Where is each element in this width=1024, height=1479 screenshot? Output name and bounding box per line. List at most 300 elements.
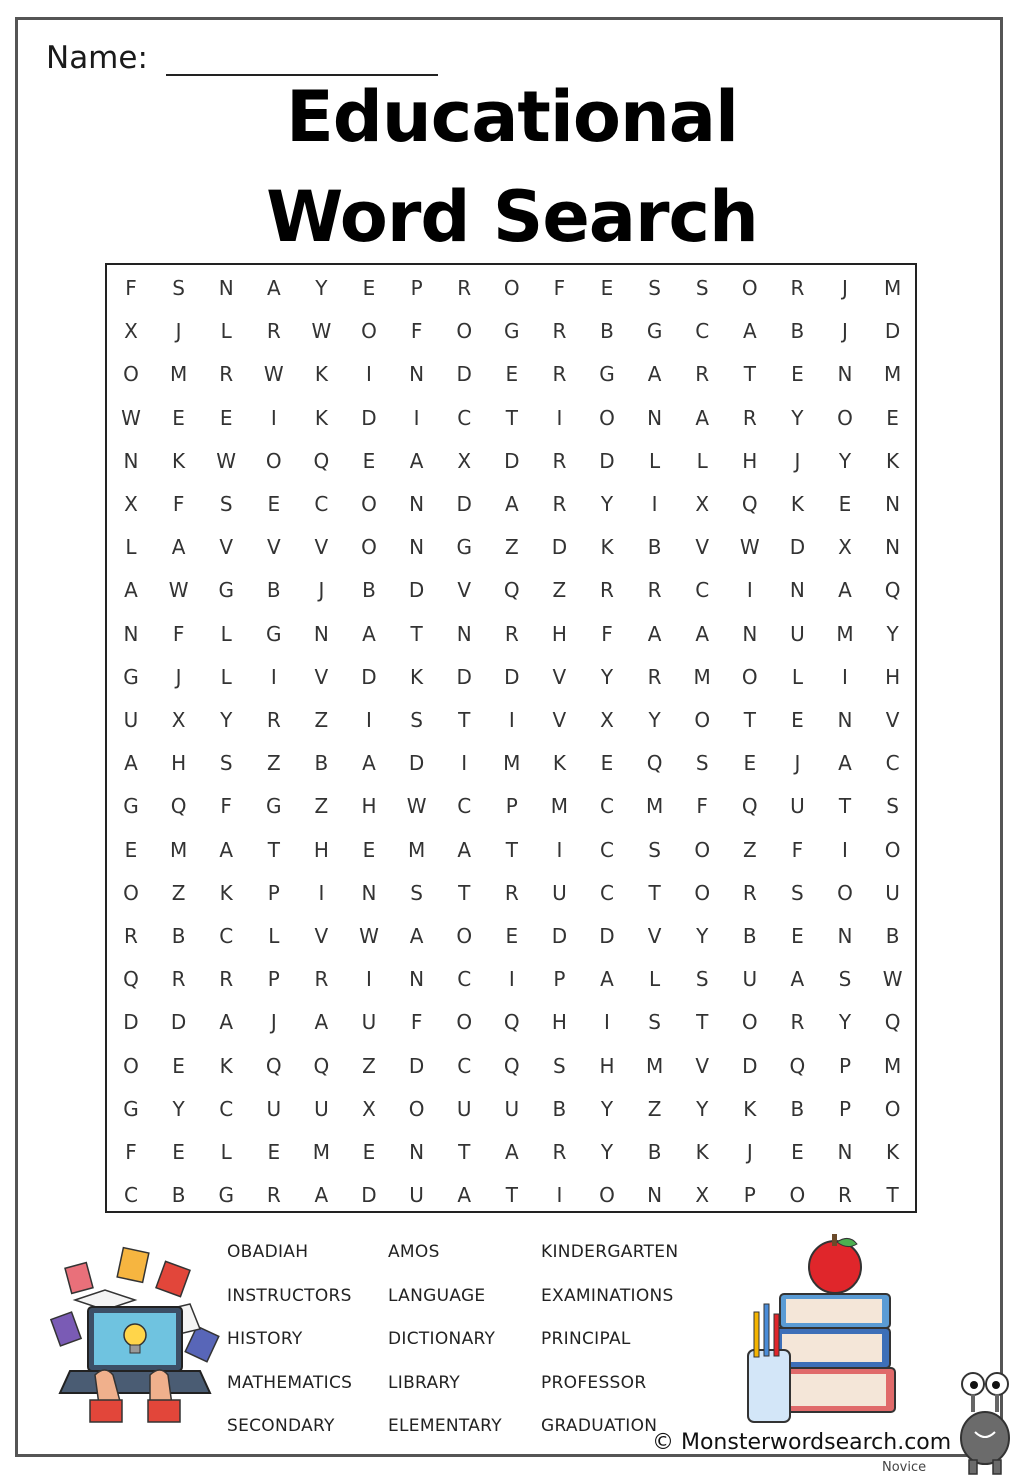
grid-letter[interactable]: V: [695, 1053, 710, 1078]
grid-letter[interactable]: O: [741, 276, 758, 300]
grid-letter[interactable]: S: [410, 708, 423, 732]
grid-letter[interactable]: X: [124, 492, 138, 516]
grid-letter[interactable]: E: [362, 1140, 376, 1164]
grid-letter[interactable]: E: [267, 1140, 281, 1164]
grid-letter[interactable]: B: [647, 535, 662, 560]
grid-letter[interactable]: R: [838, 1183, 852, 1208]
grid-letter[interactable]: E: [172, 1140, 185, 1164]
grid-letter[interactable]: P: [838, 1096, 852, 1121]
grid-letter[interactable]: S: [695, 751, 709, 776]
grid-letter[interactable]: Y: [838, 1010, 852, 1035]
grid-letter[interactable]: W: [263, 362, 284, 387]
grid-letter[interactable]: M: [645, 794, 664, 819]
grid-letter[interactable]: A: [219, 1010, 234, 1035]
grid-letter[interactable]: B: [362, 578, 376, 603]
grid-letter[interactable]: R: [790, 1010, 805, 1035]
grid-letter[interactable]: N: [837, 362, 853, 387]
grid-letter[interactable]: M: [169, 362, 188, 387]
grid-letter[interactable]: G: [266, 794, 282, 819]
grid-letter[interactable]: B: [552, 1096, 567, 1121]
grid-letter[interactable]: U: [361, 1010, 377, 1035]
grid-letter[interactable]: Q: [646, 751, 663, 776]
grid-letter[interactable]: I: [413, 405, 420, 430]
grid-letter[interactable]: A: [504, 1140, 519, 1164]
grid-letter[interactable]: J: [175, 319, 182, 344]
grid-letter[interactable]: N: [123, 621, 139, 646]
grid-letter[interactable]: Q: [884, 1010, 901, 1035]
grid-letter[interactable]: O: [694, 708, 711, 732]
grid-letter[interactable]: F: [125, 276, 137, 300]
grid-letter[interactable]: V: [219, 535, 234, 560]
grid-letter[interactable]: V: [314, 535, 329, 560]
grid-letter[interactable]: S: [648, 837, 661, 862]
grid-letter[interactable]: R: [219, 362, 234, 387]
grid-letter[interactable]: R: [314, 967, 329, 992]
grid-letter[interactable]: M: [836, 621, 854, 646]
grid-letter[interactable]: G: [266, 621, 282, 646]
grid-letter[interactable]: R: [552, 362, 567, 387]
grid-letter[interactable]: D: [170, 1010, 187, 1035]
grid-letter[interactable]: Q: [313, 448, 330, 473]
grid-letter[interactable]: R: [552, 492, 567, 516]
grid-letter[interactable]: M: [883, 1053, 902, 1078]
grid-letter[interactable]: I: [604, 1010, 610, 1035]
grid-letter[interactable]: O: [599, 1183, 615, 1208]
grid-letter[interactable]: E: [219, 405, 233, 430]
grid-letter[interactable]: R: [504, 880, 519, 905]
grid-letter[interactable]: F: [172, 492, 185, 516]
grid-letter[interactable]: E: [362, 448, 376, 473]
grid-letter[interactable]: V: [314, 664, 329, 689]
grid-letter[interactable]: D: [456, 492, 472, 516]
grid-letter[interactable]: I: [746, 578, 753, 603]
grid-letter[interactable]: U: [456, 1096, 472, 1121]
grid-letter[interactable]: E: [838, 492, 852, 516]
grid-letter[interactable]: I: [556, 837, 563, 862]
grid-letter[interactable]: Y: [791, 405, 804, 430]
grid-letter[interactable]: O: [408, 1096, 425, 1121]
grid-letter[interactable]: C: [457, 794, 472, 819]
grid-letter[interactable]: C: [600, 880, 614, 905]
grid-letter[interactable]: K: [172, 448, 186, 473]
grid-letter[interactable]: N: [409, 535, 425, 560]
grid-letter[interactable]: T: [410, 621, 423, 646]
grid-letter[interactable]: L: [649, 967, 661, 992]
grid-letter[interactable]: L: [125, 535, 137, 560]
grid-letter[interactable]: E: [505, 924, 519, 948]
grid-letter[interactable]: V: [552, 708, 567, 732]
grid-letter[interactable]: R: [742, 405, 757, 430]
grid-letter[interactable]: M: [693, 664, 711, 689]
grid-letter[interactable]: U: [885, 880, 900, 905]
grid-letter[interactable]: D: [551, 535, 568, 560]
grid-letter[interactable]: T: [458, 1140, 471, 1164]
grid-letter[interactable]: C: [600, 837, 614, 862]
grid-letter[interactable]: J: [270, 1010, 277, 1035]
grid-letter[interactable]: B: [171, 924, 186, 948]
grid-letter[interactable]: X: [838, 535, 852, 560]
grid-letter[interactable]: E: [172, 405, 185, 430]
grid-letter[interactable]: J: [842, 319, 848, 344]
grid-letter[interactable]: A: [171, 535, 186, 560]
grid-letter[interactable]: J: [746, 1140, 753, 1164]
grid-letter[interactable]: W: [882, 967, 903, 992]
grid-letter[interactable]: B: [266, 578, 281, 603]
grid-letter[interactable]: D: [408, 1053, 425, 1078]
grid-letter[interactable]: E: [791, 708, 804, 732]
grid-letter[interactable]: K: [314, 362, 328, 387]
grid-letter[interactable]: K: [790, 492, 804, 516]
grid-letter[interactable]: K: [886, 1140, 900, 1164]
grid-letter[interactable]: J: [318, 578, 325, 603]
grid-letter[interactable]: D: [361, 664, 377, 689]
grid-letter[interactable]: P: [410, 276, 423, 300]
grid-letter[interactable]: O: [456, 1010, 473, 1035]
grid-letter[interactable]: U: [314, 1096, 329, 1121]
grid-letter[interactable]: Y: [600, 1096, 614, 1121]
grid-letter[interactable]: K: [552, 751, 566, 776]
grid-letter[interactable]: M: [503, 751, 521, 776]
grid-letter[interactable]: I: [318, 880, 325, 905]
grid-letter[interactable]: Y: [886, 621, 899, 646]
grid-letter[interactable]: P: [505, 794, 518, 819]
grid-letter[interactable]: H: [551, 621, 567, 646]
grid-letter[interactable]: A: [695, 621, 710, 646]
grid-letter[interactable]: O: [123, 362, 139, 387]
grid-letter[interactable]: M: [312, 1140, 331, 1164]
grid-letter[interactable]: T: [458, 708, 471, 732]
grid-letter[interactable]: N: [456, 621, 472, 646]
grid-letter[interactable]: Q: [313, 1053, 330, 1078]
grid-letter[interactable]: F: [410, 1010, 423, 1035]
grid-letter[interactable]: F: [696, 794, 708, 819]
grid-letter[interactable]: N: [647, 1183, 663, 1208]
grid-letter[interactable]: O: [837, 405, 853, 430]
grid-letter[interactable]: R: [457, 276, 472, 300]
grid-letter[interactable]: K: [743, 1096, 757, 1121]
grid-letter[interactable]: Z: [266, 751, 281, 776]
grid-letter[interactable]: O: [123, 1053, 139, 1078]
grid-letter[interactable]: D: [123, 1010, 139, 1035]
grid-letter[interactable]: Y: [220, 708, 233, 732]
grid-letter[interactable]: U: [790, 621, 805, 646]
grid-letter[interactable]: H: [599, 1053, 615, 1078]
grid-letter[interactable]: M: [169, 837, 188, 862]
grid-letter[interactable]: L: [268, 924, 280, 948]
grid-letter[interactable]: B: [647, 1140, 662, 1164]
grid-letter[interactable]: K: [410, 664, 424, 689]
grid-letter[interactable]: R: [219, 967, 234, 992]
grid-letter[interactable]: S: [791, 880, 804, 905]
grid-letter[interactable]: O: [361, 319, 377, 344]
grid-letter[interactable]: O: [694, 880, 711, 905]
grid-letter[interactable]: W: [121, 405, 141, 430]
grid-letter[interactable]: N: [837, 924, 853, 948]
grid-letter[interactable]: C: [124, 1183, 138, 1208]
grid-letter[interactable]: S: [838, 967, 852, 992]
grid-letter[interactable]: S: [695, 276, 709, 300]
grid-letter[interactable]: R: [552, 448, 567, 473]
grid-letter[interactable]: A: [362, 751, 376, 776]
grid-letter[interactable]: V: [695, 535, 710, 560]
grid-letter[interactable]: T: [743, 362, 756, 387]
grid-letter[interactable]: K: [600, 535, 614, 560]
grid-letter[interactable]: U: [790, 794, 805, 819]
grid-letter[interactable]: O: [789, 1183, 806, 1208]
grid-letter[interactable]: A: [647, 362, 662, 387]
grid-letter[interactable]: G: [504, 319, 520, 344]
grid-letter[interactable]: A: [838, 751, 852, 776]
grid-letter[interactable]: N: [409, 492, 425, 516]
grid-letter[interactable]: B: [790, 319, 805, 344]
grid-letter[interactable]: W: [311, 319, 332, 344]
grid-letter[interactable]: U: [266, 1096, 282, 1121]
grid-letter[interactable]: F: [172, 621, 185, 646]
grid-letter[interactable]: H: [313, 837, 329, 862]
grid-letter[interactable]: Q: [884, 578, 901, 603]
grid-letter[interactable]: D: [361, 1183, 377, 1208]
grid-letter[interactable]: Q: [503, 1053, 520, 1078]
grid-letter[interactable]: V: [885, 708, 900, 732]
grid-letter[interactable]: I: [366, 708, 372, 732]
grid-letter[interactable]: Y: [315, 276, 328, 300]
grid-letter[interactable]: I: [508, 967, 515, 992]
grid-letter[interactable]: V: [552, 664, 567, 689]
grid-letter[interactable]: A: [695, 405, 710, 430]
grid-letter[interactable]: C: [219, 1096, 234, 1121]
grid-letter[interactable]: Z: [552, 578, 567, 603]
grid-letter[interactable]: E: [362, 837, 376, 862]
grid-letter[interactable]: G: [218, 1183, 234, 1208]
grid-letter[interactable]: T: [505, 405, 518, 430]
grid-letter[interactable]: M: [550, 794, 569, 819]
grid-letter[interactable]: B: [171, 1183, 186, 1208]
grid-letter[interactable]: W: [359, 924, 379, 948]
grid-letter[interactable]: U: [742, 967, 758, 992]
grid-letter[interactable]: X: [600, 708, 614, 732]
grid-letter[interactable]: S: [886, 794, 899, 819]
grid-letter[interactable]: P: [838, 1053, 852, 1078]
grid-letter[interactable]: F: [410, 319, 423, 344]
grid-letter[interactable]: I: [556, 1183, 563, 1208]
grid-letter[interactable]: G: [646, 319, 663, 344]
grid-letter[interactable]: D: [504, 664, 520, 689]
grid-letter[interactable]: S: [553, 1053, 566, 1078]
grid-letter[interactable]: X: [362, 1096, 376, 1121]
grid-letter[interactable]: S: [172, 276, 185, 300]
grid-letter[interactable]: D: [456, 362, 472, 387]
grid-letter[interactable]: W: [168, 578, 189, 603]
grid-letter[interactable]: K: [886, 448, 900, 473]
grid-letter[interactable]: C: [457, 1053, 472, 1078]
grid-letter[interactable]: U: [504, 1096, 520, 1121]
grid-letter[interactable]: K: [219, 1053, 233, 1078]
grid-letter[interactable]: A: [457, 1183, 472, 1208]
grid-letter[interactable]: T: [648, 880, 661, 905]
grid-letter[interactable]: Z: [171, 880, 186, 905]
grid-letter[interactable]: F: [553, 276, 566, 300]
grid-letter[interactable]: Y: [838, 448, 852, 473]
grid-letter[interactable]: D: [599, 448, 615, 473]
grid-letter[interactable]: A: [362, 621, 376, 646]
grid-letter[interactable]: Z: [742, 837, 757, 862]
grid-letter[interactable]: N: [409, 1140, 425, 1164]
grid-letter[interactable]: R: [647, 578, 662, 603]
grid-letter[interactable]: N: [218, 276, 234, 300]
grid-letter[interactable]: L: [696, 448, 708, 473]
grid-letter[interactable]: D: [504, 448, 520, 473]
grid-letter[interactable]: E: [267, 492, 281, 516]
grid-letter[interactable]: N: [409, 362, 425, 387]
grid-letter[interactable]: Q: [503, 578, 520, 603]
grid-letter[interactable]: I: [508, 708, 515, 732]
grid-letter[interactable]: J: [175, 664, 182, 689]
grid-letter[interactable]: K: [695, 1140, 709, 1164]
grid-letter[interactable]: S: [648, 276, 661, 300]
grid-letter[interactable]: A: [409, 448, 424, 473]
grid-letter[interactable]: W: [406, 794, 427, 819]
grid-letter[interactable]: G: [218, 578, 234, 603]
grid-letter[interactable]: C: [457, 405, 472, 430]
grid-letter[interactable]: J: [842, 276, 848, 300]
grid-letter[interactable]: R: [124, 924, 138, 948]
grid-letter[interactable]: R: [266, 1183, 281, 1208]
grid-letter[interactable]: Q: [265, 1053, 282, 1078]
grid-letter[interactable]: O: [741, 664, 758, 689]
grid-letter[interactable]: I: [461, 751, 468, 776]
grid-letter[interactable]: P: [743, 1183, 756, 1208]
grid-letter[interactable]: O: [884, 837, 901, 862]
grid-letter[interactable]: A: [742, 319, 757, 344]
grid-letter[interactable]: D: [884, 319, 901, 344]
grid-letter[interactable]: O: [361, 535, 377, 560]
grid-letter[interactable]: R: [600, 578, 614, 603]
grid-letter[interactable]: G: [123, 664, 139, 689]
grid-letter[interactable]: S: [695, 967, 709, 992]
grid-letter[interactable]: R: [647, 664, 662, 689]
grid-letter[interactable]: E: [172, 1053, 185, 1078]
grid-letter[interactable]: H: [551, 1010, 567, 1035]
grid-letter[interactable]: R: [266, 319, 281, 344]
grid-letter[interactable]: D: [742, 1053, 758, 1078]
grid-letter[interactable]: O: [456, 924, 473, 948]
grid-letter[interactable]: L: [220, 664, 232, 689]
grid-letter[interactable]: T: [505, 1183, 518, 1208]
grid-letter[interactable]: X: [457, 448, 472, 473]
grid-letter[interactable]: C: [695, 578, 710, 603]
grid-letter[interactable]: T: [743, 708, 756, 732]
grid-letter[interactable]: B: [790, 1096, 805, 1121]
grid-letter[interactable]: E: [791, 362, 804, 387]
grid-letter[interactable]: N: [313, 621, 329, 646]
grid-letter[interactable]: Q: [170, 794, 187, 819]
grid-letter[interactable]: Q: [123, 967, 139, 992]
grid-letter[interactable]: T: [458, 880, 471, 905]
grid-letter[interactable]: S: [219, 751, 233, 776]
grid-letter[interactable]: R: [552, 1140, 567, 1164]
grid-letter[interactable]: G: [599, 362, 615, 387]
grid-letter[interactable]: I: [842, 664, 848, 689]
grid-letter[interactable]: O: [456, 319, 473, 344]
grid-letter[interactable]: A: [314, 1010, 329, 1035]
grid-letter[interactable]: N: [789, 578, 805, 603]
grid-letter[interactable]: N: [885, 492, 901, 516]
grid-letter[interactable]: I: [366, 967, 372, 992]
grid-letter[interactable]: P: [553, 967, 566, 992]
grid-letter[interactable]: V: [457, 578, 472, 603]
grid-letter[interactable]: D: [408, 751, 425, 776]
grid-letter[interactable]: O: [599, 405, 615, 430]
grid-letter[interactable]: V: [266, 535, 281, 560]
grid-letter[interactable]: E: [362, 276, 376, 300]
grid-letter[interactable]: J: [794, 751, 801, 776]
grid-letter[interactable]: J: [794, 448, 801, 473]
grid-letter[interactable]: R: [266, 708, 281, 732]
grid-letter[interactable]: N: [647, 405, 663, 430]
grid-letter[interactable]: A: [790, 967, 805, 992]
grid-letter[interactable]: U: [552, 880, 567, 905]
grid-letter[interactable]: H: [171, 751, 187, 776]
grid-letter[interactable]: R: [695, 362, 710, 387]
grid-letter[interactable]: O: [123, 880, 139, 905]
grid-letter[interactable]: A: [600, 967, 614, 992]
grid-letter[interactable]: Y: [600, 1140, 614, 1164]
grid-letter[interactable]: X: [695, 1183, 710, 1208]
grid-letter[interactable]: D: [361, 405, 377, 430]
grid-letter[interactable]: R: [790, 276, 805, 300]
grid-letter[interactable]: C: [457, 967, 472, 992]
grid-letter[interactable]: H: [885, 664, 901, 689]
grid-letter[interactable]: G: [123, 1096, 139, 1121]
grid-letter[interactable]: E: [791, 1140, 804, 1164]
grid-letter[interactable]: L: [649, 448, 661, 473]
grid-letter[interactable]: T: [267, 837, 280, 862]
grid-letter[interactable]: F: [791, 837, 804, 862]
grid-letter[interactable]: F: [220, 794, 232, 819]
grid-letter[interactable]: X: [171, 708, 186, 732]
grid-letter[interactable]: H: [361, 794, 377, 819]
grid-letter[interactable]: M: [645, 1053, 664, 1078]
grid-letter[interactable]: N: [409, 967, 425, 992]
grid-letter[interactable]: O: [694, 837, 711, 862]
grid-letter[interactable]: Y: [600, 492, 614, 516]
grid-letter[interactable]: N: [742, 621, 758, 646]
grid-letter[interactable]: C: [600, 794, 614, 819]
grid-letter[interactable]: N: [837, 708, 853, 732]
grid-letter[interactable]: A: [124, 578, 138, 603]
grid-letter[interactable]: M: [883, 276, 902, 300]
grid-letter[interactable]: N: [885, 535, 901, 560]
grid-letter[interactable]: Z: [362, 1053, 376, 1078]
grid-letter[interactable]: B: [885, 924, 900, 948]
grid-letter[interactable]: Y: [648, 708, 661, 732]
grid-letter[interactable]: Z: [647, 1096, 662, 1121]
grid-letter[interactable]: L: [220, 1140, 232, 1164]
grid-letter[interactable]: Q: [789, 1053, 806, 1078]
grid-letter[interactable]: H: [742, 448, 758, 473]
grid-letter[interactable]: P: [267, 967, 280, 992]
grid-letter[interactable]: M: [407, 837, 426, 862]
grid-letter[interactable]: B: [742, 924, 757, 948]
grid-letter[interactable]: O: [837, 880, 853, 905]
grid-letter[interactable]: O: [361, 492, 377, 516]
grid-letter[interactable]: C: [219, 924, 234, 948]
grid-letter[interactable]: I: [366, 362, 372, 387]
grid-letter[interactable]: T: [505, 837, 518, 862]
grid-letter[interactable]: F: [125, 1140, 137, 1164]
grid-letter[interactable]: L: [791, 664, 803, 689]
grid-letter[interactable]: Y: [172, 1096, 185, 1121]
